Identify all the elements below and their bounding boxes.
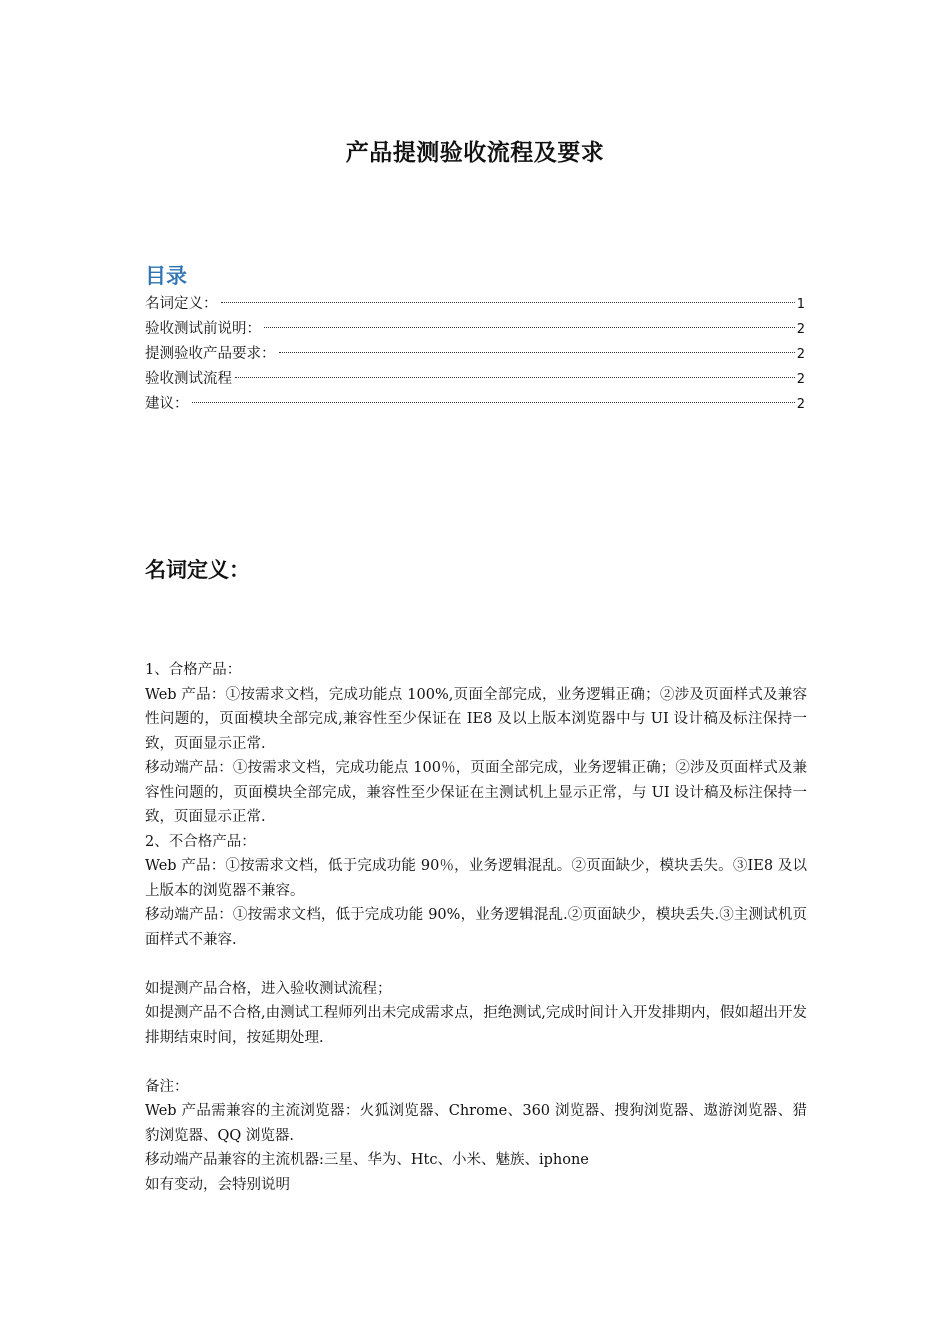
toc-item-page: 2: [796, 347, 805, 362]
toc-heading: 目录: [145, 264, 187, 288]
toc-item-page: 2: [796, 397, 805, 412]
paragraph: 移动端产品兼容的主流机器:三星、华为、Htc、小米、魅族、iphone: [145, 1152, 589, 1168]
toc-item-label: 验收测试流程: [145, 371, 232, 387]
toc-item[interactable]: [145, 367, 805, 392]
table-of-contents: [145, 292, 805, 417]
toc-leader-dots: [192, 402, 795, 403]
toc-item[interactable]: [145, 392, 805, 417]
paragraph: 移动端产品：①按需求文档，完成功能点 100％，页面全部完成，业务逻辑正确；②涉及页面样式及兼容性问题的，页面模块全部完成，兼容性至少保证在主测试机上显示正常，与 UI 设计稿及标注保持一致，页面显示正常.: [145, 760, 807, 825]
section-body: [145, 658, 807, 1197]
paragraph: 1、合格产品：: [145, 662, 242, 678]
paragraph: Web 产品：①按需求文档，完成功能点 100%,页面全部完成，业务逻辑正确；②涉及页面样式及兼容性问题的，页面模块全部完成,兼容性至少保证在 IE8 及以上版本浏览器中与 UI 设计稿及标注保持一致，页面显示正常.: [145, 686, 807, 752]
toc-item-label: 提测验收产品要求：: [145, 346, 276, 362]
toc-leader-dots: [279, 352, 795, 353]
paragraph: 如提测产品不合格,由测试工程师列出未完成需求点，拒绝测试,完成时间计入开发排期内，假如超出开发排期结束时间，按延期处理.: [145, 1005, 807, 1046]
toc-item-label: 名词定义：: [145, 296, 218, 312]
paragraph: 备注：: [145, 1078, 189, 1095]
section-heading-definitions: 名词定义：: [145, 558, 250, 582]
toc-item-label: 建议：: [145, 396, 189, 412]
paragraph: 2、不合格产品：: [145, 833, 256, 850]
toc-leader-dots: [221, 302, 795, 303]
paragraph: 如有变动，会特别说明: [145, 1176, 290, 1193]
toc-item-page: 2: [796, 322, 805, 337]
paragraph: 如提测产品合格，进入验收测试流程；: [145, 980, 392, 997]
toc-item-page: 2: [796, 372, 805, 387]
paragraph: Web 产品：①按需求文档，低于完成功能 90％，业务逻辑混乱。②页面缺少，模块丢失。③IE8 及以上版本的浏览器不兼容。: [145, 858, 807, 899]
paragraph-spacer: [145, 1050, 807, 1075]
toc-leader-dots: [264, 327, 795, 328]
paragraph: 移动端产品：①按需求文档，低于完成功能 90%，业务逻辑混乱.②页面缺少，模块丢失.③主测试机页面样式不兼容.: [145, 907, 807, 948]
toc-leader-dots: [235, 377, 795, 378]
toc-item-page: 1: [796, 297, 805, 312]
toc-item[interactable]: [145, 292, 805, 317]
document-title: 产品提测验收流程及要求: [345, 140, 605, 166]
toc-item[interactable]: [145, 342, 805, 367]
toc-item[interactable]: [145, 317, 805, 342]
paragraph-spacer: [145, 952, 807, 977]
paragraph: Web 产品需兼容的主流浏览器：火狐浏览器、Chrome、360 浏览器、搜狗浏览器、遨游浏览器、猎豹浏览器、QQ 浏览器.: [145, 1103, 807, 1144]
toc-item-label: 验收测试前说明：: [145, 321, 261, 337]
